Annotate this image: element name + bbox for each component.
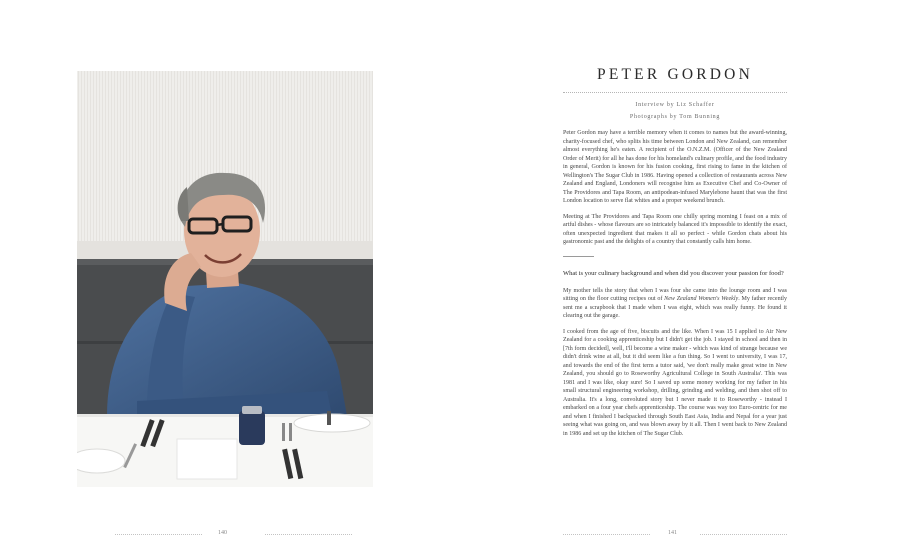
article-title: PETER GORDON — [597, 66, 753, 83]
title-dotted-rule — [563, 92, 787, 93]
left-page-number: 140 — [218, 530, 227, 536]
article-body — [563, 129, 787, 445]
footer-left-dots-a — [115, 534, 202, 535]
interview-question: What is your culinary background and when did you discover your passion for food? — [563, 269, 784, 277]
footer-right-dots-b — [700, 534, 787, 535]
section-divider — [563, 256, 594, 257]
intro-paragraph-1: Peter Gordon may have a terrible memory when it comes to names but the award-winning, charity-focused chef, who splits his time between London and New Zealand, can remember almost everything he's eaten. A recipient of the O.N.Z.M. (Officer of the New Zealand Order of Merit) for all he has done for his homeland's culinary profile, and the food industry in general, Gordon is known for his fusion cooking, first rising to fame in the kitchen of Wellington's The Sugar Club in 1986. Having opened a collection of restaurants across New Zealand and England, Londoners will recognise him as Executive Chef and Co-Owner of The Providores and Tapa Room, an antipodean-infused Marylebone haunt that was the first London location to serve flat whites and a proper weekend brunch. — [563, 130, 787, 204]
footer-right-dots-a — [563, 534, 650, 535]
right-page-number: 141 — [668, 530, 677, 536]
photo-credit: Photographs by Tom Bunning — [629, 114, 721, 120]
answer-paragraph-2: I cooked from the age of five, biscuits and the like. When I was 15 I applied to Air New Zealand for a cooking apprenticeship but I didn't get the job. I stayed in school and then in [7th form decided], well, I'll become a wine maker - which was kind of strange because we didn't drink wine at all, but it did seem like a fun thing. So I went to university, I was 17, and towards the end of the first term a tutor said, 'we don't really make great wine in New Zealand, you should go to Roseworthy Agricultural College in South Australia'. This was 1981 and I was like, okay sure! So I saved up some money working for my father in his small structural engineering workshop, drilling, grinding and welding, and then shot off to Australia. It's a long, convoluted story but I never made it to Roseworthy - instead I embarked on a four year chefs apprenticeship. The course was way too Euro-centric for me and when I finished I backpacked through South East Asia, India and Nepal for a year just seeing what was going on, and was blown away by it all. Then I went back to New Zealand in 1986 and set up the kitchen of The Sugar Club. — [563, 328, 787, 437]
footer-left-dots-b — [265, 534, 352, 535]
intro-paragraph-2: Meeting at The Providores and Tapa Room one chilly spring morning I feast on a mix of artful dishes - whose flavours are so intricately balanced it's impossible to identify the exact, often unexpected ingredient that makes it all so perfect - while Gordon chats about his gastronomic past and the delights of a country that constantly calls him home. — [563, 213, 787, 245]
chef-portrait-photo — [77, 71, 373, 487]
magazine-title: New Zealand Women's Weekly — [664, 296, 739, 302]
interview-credit: Interview by Liz Schaffer — [635, 102, 715, 108]
answer-1-text-after: . My father recently sent me a scrapbook that I made when I was eight, which was really funny. He found it clearing out the garage. — [563, 296, 787, 319]
answer-paragraph-1 — [563, 287, 787, 321]
answer-1-text-before: My mother tells the story that when I was four she came into the lounge room and I was sitting on the floor cutting recipes out of — [563, 287, 787, 302]
